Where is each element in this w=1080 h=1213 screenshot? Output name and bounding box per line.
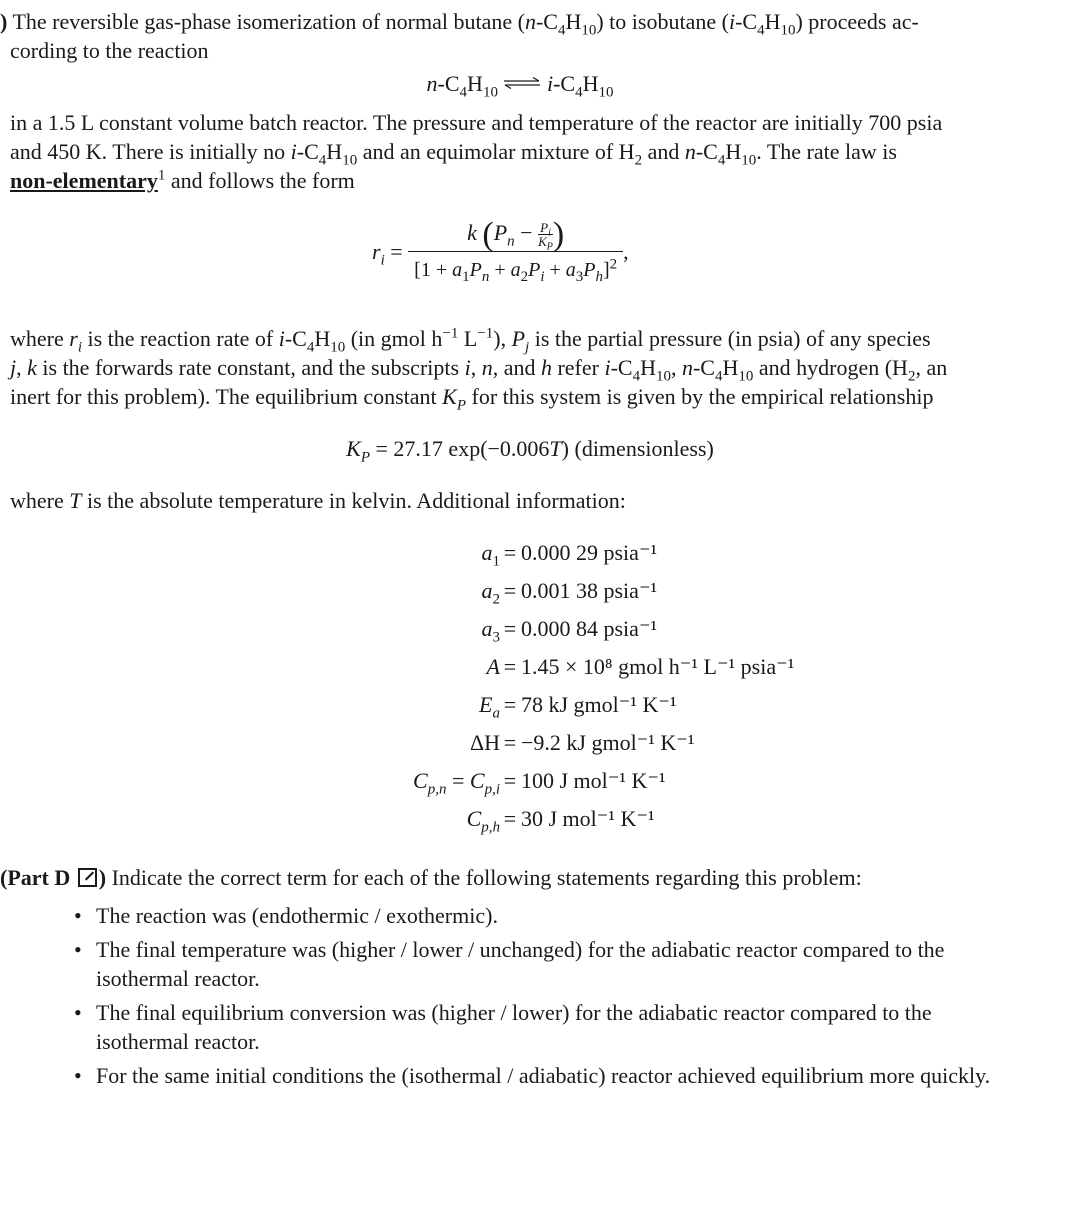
intro-text-line2: cording to the reaction xyxy=(10,38,209,63)
parameter-row: $a_2$ = 0.001 38 psia⁻¹ xyxy=(481,578,658,608)
conditions-paragraph: in a 1.5 L constant volume batch reactor. The pressure and temperature of the reactor are initially 700 psia and 450 K. There is initially no $i-C_4H_{10}$ and an equimolar mixture of $H_2$ and $n-C_4H_{10}$. The rate law is non-elementary$^1$ and follows the form xyxy=(10,110,943,193)
intro-text-2: ) to isobutane ( xyxy=(596,9,729,34)
conditions-line2b: and an equimolar mixture of H xyxy=(357,139,635,164)
parameter-value: 1.45 × 10⁸ gmol h⁻¹ L⁻¹ psia⁻¹ xyxy=(521,654,795,679)
list-item: • For the same initial conditions the (isothermal / adiabatic) reactor achieved equilibrium more quickly. xyxy=(70,1061,1030,1090)
edit-icon[interactable] xyxy=(78,868,97,887)
nbutane-symbol: n xyxy=(524,9,536,34)
footnote-mark: 1 xyxy=(157,167,166,184)
kp-equation: $K_P = 27.17$ exp(−0.006T) (dimensionless) xyxy=(346,436,714,466)
reaction-equation: $n-C_4H_{10}$ $i-C_4H_{10}$ xyxy=(426,71,614,101)
parameter-row: $C_{p,n} = C_{p,i}$ = 100 J mol⁻¹ K⁻¹ xyxy=(413,768,666,798)
reaction-rhs-symbol: i xyxy=(546,71,554,96)
reaction-lhs-symbol: n xyxy=(426,71,438,96)
temperature-note: where T is the absolute temperature in kelvin. Additional information: xyxy=(10,488,626,513)
statement-list xyxy=(70,901,1030,1095)
list-item: • The final equilibrium conversion was (higher / lower) for the adiabatic reactor compared to the isothermal reactor. xyxy=(70,998,1030,1056)
parameter-row: $C_{p,h}$ = 30 J mol⁻¹ K⁻¹ xyxy=(466,806,655,836)
intro-text-3: ) proceeds ac- xyxy=(795,9,919,34)
parameter-value: 78 kJ gmol⁻¹ K⁻¹ xyxy=(521,692,677,717)
non-elementary-link[interactable]: non-elementary xyxy=(10,168,158,193)
list-item: • The reaction was (endothermic / exothermic). xyxy=(70,901,1030,930)
parameter-row: ΔH = −9.2 kJ gmol⁻¹ K⁻¹ xyxy=(469,730,695,755)
rate-constant-k: k xyxy=(467,220,477,245)
parameter-list xyxy=(300,538,900,842)
parameter-value: 100 J mol⁻¹ K⁻¹ xyxy=(521,768,666,793)
parameter-value: −9.2 kJ gmol⁻¹ K⁻¹ xyxy=(521,730,695,755)
parameter-row: $a_1$ = 0.000 29 psia⁻¹ xyxy=(481,540,658,570)
rate-fraction: k ($P_n$ − $\frac{P_i}{K_P}$ ) $[1 + a_1P_n + a_2P_i + a_3P_h]^2$ xyxy=(408,218,623,285)
parameter-value: 0.001 38 psia⁻¹ xyxy=(521,578,658,603)
parameter-value: 0.000 84 psia⁻¹ xyxy=(521,616,658,641)
conditions-line2d: . The rate law is xyxy=(756,139,897,164)
conditions-line1: in a 1.5 L constant volume batch reactor. The pressure and temperature of the reactor are initially 700 psia xyxy=(10,110,943,135)
part-d-prompt-text: Indicate the correct term for each of the following statements regarding this problem: xyxy=(106,865,862,890)
part-d-label-close: ) xyxy=(98,865,107,890)
parameter-row: $a_3$ = 0.000 84 psia⁻¹ xyxy=(481,616,658,646)
parameter-value: 0.000 29 psia⁻¹ xyxy=(521,540,658,565)
intro-text-1: The reversible gas-phase isomerization of normal butane ( xyxy=(12,9,525,34)
part-d-label: (Part D xyxy=(0,865,71,890)
equilibrium-arrow-icon xyxy=(503,77,541,89)
ibutane-symbol: i xyxy=(728,9,736,34)
rate-law-equation: $r_i$ = k ($P_n$ − $\frac{P_i}{K_P}$ ) $[1 + a_1P_n + a_2P_i + a_3P_h]^2$ , xyxy=(372,216,629,285)
part-d-prompt xyxy=(0,863,1030,892)
parameter-value: 30 J mol⁻¹ K⁻¹ xyxy=(521,806,655,831)
conditions-line2c: and xyxy=(642,139,685,164)
intro-paragraph: ) The reversible gas-phase isomerization of normal butane $(n-C_4H_{10})$ to isobutane $(i-C_4H_{10})$ proceeds ac- cording to the reaction xyxy=(0,9,919,63)
problem-number: ) xyxy=(0,9,8,34)
list-item: • The final temperature was (higher / lower / unchanged) for the adiabatic reactor compared to the isothermal reactor. xyxy=(70,935,1030,993)
rate-symbol: r xyxy=(372,239,381,264)
conditions-line3: and follows the form xyxy=(165,168,355,193)
definitions-paragraph: where $r_i$ is the reaction rate of $i-C_4H_{10}$ (in gmol $h^{-1}$ $L^{-1}$), $P_j$ is the partial pressure (in psia) of any species j, k is the forwards rate constant, and the subscripts i, n, and h refer $i-C_4H_{10}$, $n-C_4H_{10}$ and hydrogen ($H_2$, an inert for this problem). The equilibrium constant $K_P$ for this system is given by the empirical relationship xyxy=(10,325,948,414)
parameter-row: $E_a$ = 78 kJ gmol⁻¹ K⁻¹ xyxy=(479,692,677,722)
parameter-row: A = 1.45 × 10⁸ gmol h⁻¹ L⁻¹ psia⁻¹ xyxy=(486,654,795,679)
conditions-line2a: and 450 K. There is initially no xyxy=(10,139,291,164)
